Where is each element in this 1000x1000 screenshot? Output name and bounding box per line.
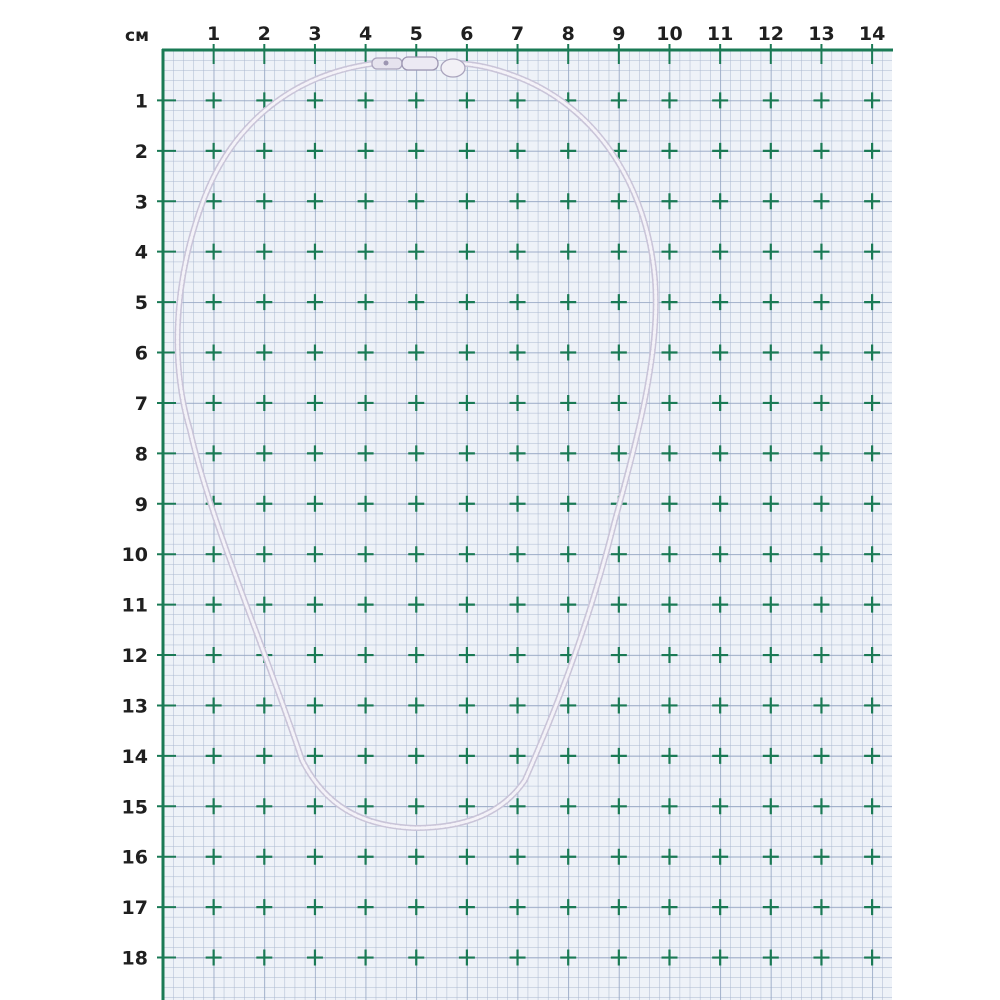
x-axis-label: 7: [510, 23, 525, 45]
x-axis-label: 5: [409, 23, 423, 45]
y-axis-label: 15: [121, 796, 148, 819]
y-axis-label: 14: [121, 745, 148, 768]
y-axis-label: 17: [121, 897, 148, 920]
y-axis-label: 5: [134, 292, 148, 315]
x-axis-label: 11: [706, 23, 734, 45]
x-axis-label: 9: [612, 23, 626, 45]
y-axis-label: 18: [121, 947, 148, 970]
x-axis-label: 12: [757, 23, 785, 45]
y-axis-label: 8: [134, 443, 148, 466]
y-axis-label: 1: [134, 90, 148, 113]
y-axis-label: 10: [121, 544, 148, 567]
x-axis-label: 10: [656, 23, 683, 45]
x-axis-label: 14: [858, 23, 886, 45]
unit-label: см: [125, 26, 149, 46]
x-axis-label: 6: [460, 23, 474, 45]
x-axis-label: 13: [808, 23, 835, 45]
y-axis-label: 11: [121, 594, 148, 617]
y-axis-label: 3: [134, 191, 148, 214]
x-axis-label: 3: [308, 23, 322, 45]
x-axis-label: 2: [257, 23, 271, 45]
y-axis-label: 16: [121, 846, 148, 869]
y-axis-label: 9: [134, 493, 148, 516]
y-axis-label: 12: [121, 645, 148, 668]
y-axis-label: 2: [134, 140, 148, 163]
right-margin: [892, 0, 1000, 1000]
x-axis-label: 1: [207, 23, 221, 45]
y-axis-label: 6: [134, 342, 148, 365]
x-axis-label: 8: [561, 23, 575, 45]
y-axis-labels: [122, 90, 148, 969]
x-axis-label: 4: [358, 23, 373, 45]
x-axis-labels: [207, 23, 885, 45]
y-axis-label: 4: [134, 241, 148, 264]
grid-major-lines: [163, 50, 892, 1000]
y-axis-label: 13: [121, 695, 148, 718]
y-axis-label: 7: [134, 392, 148, 415]
